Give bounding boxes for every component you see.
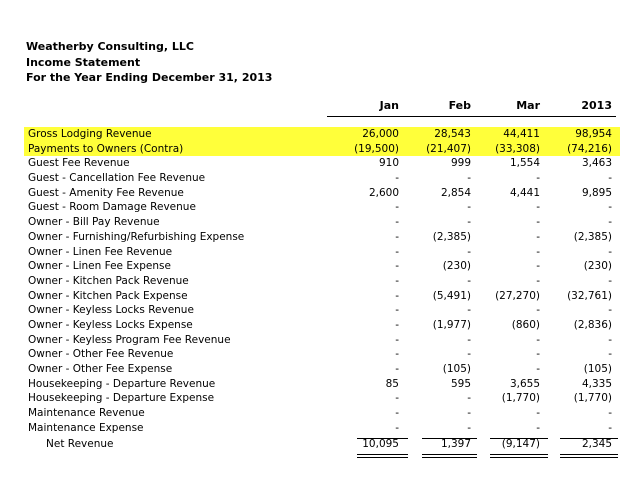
cell-total-2013: - — [608, 333, 612, 346]
table-row — [0, 127, 638, 142]
cell-jan: (19,500) — [354, 142, 399, 155]
company-name: Weatherby Consulting, LLC — [26, 40, 194, 53]
cell-total-2013: (230) — [583, 260, 612, 273]
cell-total-2013: 9,895 — [581, 186, 612, 199]
table-row — [0, 200, 638, 215]
cell-jan: - — [395, 274, 399, 287]
row-label: Owner - Kitchen Pack Expense — [28, 289, 188, 302]
cell-mar: - — [536, 348, 540, 361]
cell-feb: (105) — [442, 363, 471, 375]
column-header-jan: Jan — [379, 99, 399, 112]
cell-feb: - — [467, 392, 471, 405]
cell-feb: 999 — [450, 157, 471, 170]
cell-mar: - — [536, 421, 540, 434]
cell-mar: - — [536, 230, 540, 243]
cell-mar: - — [536, 201, 540, 214]
cell-jan: - — [395, 245, 399, 258]
cell-feb: - — [467, 421, 471, 434]
cell-total-2013: 2,345 — [581, 437, 612, 450]
cell-feb: (5,491) — [432, 289, 471, 302]
table-row — [0, 186, 638, 201]
cell-total-2013: (74,216) — [567, 142, 612, 155]
table-row — [0, 421, 638, 436]
cell-mar: 3,655 — [509, 377, 540, 390]
cell-total-2013: - — [608, 407, 612, 420]
cell-mar: - — [536, 363, 540, 375]
cell-feb: - — [467, 216, 471, 229]
cell-jan: - — [395, 289, 399, 302]
table-row — [0, 377, 638, 392]
cell-total-2013: - — [608, 304, 612, 317]
cell-total-2013: - — [608, 421, 612, 434]
row-label: Owner - Linen Fee Revenue — [28, 245, 173, 258]
cell-total-2013: (2,385) — [573, 230, 612, 243]
net-revenue-label: Net Revenue — [46, 437, 114, 450]
cell-jan: - — [395, 216, 399, 229]
row-label: Owner - Linen Fee Expense — [28, 260, 171, 273]
cell-feb: - — [467, 304, 471, 317]
table-row — [0, 333, 638, 348]
cell-jan: - — [395, 318, 399, 331]
cell-jan: - — [395, 230, 399, 243]
table-row — [0, 406, 638, 421]
cell-feb: 2,854 — [440, 186, 471, 199]
cell-feb: - — [467, 201, 471, 214]
cell-feb: (2,385) — [432, 230, 471, 243]
cell-total-2013: 3,463 — [581, 157, 612, 170]
cell-feb: 595 — [450, 377, 471, 390]
cell-feb: (230) — [442, 260, 471, 273]
cell-total-2013: (32,761) — [567, 289, 612, 302]
cell-jan: - — [395, 363, 399, 375]
table-row — [0, 259, 638, 274]
cell-mar: 44,411 — [503, 128, 540, 140]
cell-mar: - — [536, 216, 540, 229]
cell-mar: 4,441 — [509, 186, 540, 199]
cell-feb: - — [467, 348, 471, 361]
cell-total-2013: - — [608, 216, 612, 229]
total-rule-feb — [422, 438, 477, 439]
double-rule-2013 — [560, 454, 618, 458]
row-label: Housekeeping - Departure Revenue — [28, 377, 216, 390]
cell-total-2013: 4,335 — [581, 377, 612, 390]
row-label: Maintenance Revenue — [28, 407, 145, 420]
table-row — [0, 171, 638, 186]
table-row — [0, 215, 638, 230]
total-rule-2013 — [560, 438, 618, 439]
cell-jan: - — [395, 392, 399, 405]
cell-jan: 2,600 — [368, 186, 399, 199]
row-label: Owner - Bill Pay Revenue — [28, 216, 160, 229]
cell-total-2013: (2,836) — [573, 318, 612, 331]
cell-total-2013: - — [608, 274, 612, 287]
cell-total-2013: (1,770) — [573, 392, 612, 405]
double-rule-feb — [422, 454, 477, 458]
cell-jan: - — [395, 260, 399, 273]
cell-mar: (33,308) — [495, 142, 540, 155]
cell-feb: (1,977) — [432, 318, 471, 331]
cell-mar: - — [536, 407, 540, 420]
row-label: Guest - Amenity Fee Revenue — [28, 186, 184, 199]
cell-mar: - — [536, 245, 540, 258]
table-row — [0, 318, 638, 333]
cell-mar: - — [536, 260, 540, 273]
cell-mar: - — [536, 172, 540, 185]
row-label: Owner - Other Fee Revenue — [28, 348, 174, 361]
table-row — [0, 347, 638, 362]
cell-jan: 85 — [385, 377, 399, 390]
income-statement-table — [0, 127, 638, 452]
cell-total-2013: - — [608, 201, 612, 214]
cell-feb: - — [467, 274, 471, 287]
net-revenue-row — [0, 437, 638, 452]
cell-mar: (860) — [511, 318, 540, 331]
statement-period: For the Year Ending December 31, 2013 — [26, 71, 273, 84]
cell-feb: (21,407) — [426, 142, 471, 155]
table-row — [0, 391, 638, 406]
cell-jan: - — [395, 421, 399, 434]
cell-jan: - — [395, 333, 399, 346]
table-row — [0, 303, 638, 318]
cell-jan: - — [395, 172, 399, 185]
table-row — [0, 289, 638, 304]
cell-feb: 1,397 — [440, 437, 471, 450]
cell-total-2013: - — [608, 348, 612, 361]
cell-jan: - — [395, 407, 399, 420]
table-row — [0, 156, 638, 171]
cell-jan: 26,000 — [362, 128, 399, 140]
row-label: Gross Lodging Revenue — [28, 128, 152, 140]
table-row — [0, 362, 638, 377]
row-label: Guest Fee Revenue — [28, 157, 130, 170]
row-label: Payments to Owners (Contra) — [28, 142, 184, 155]
cell-jan: - — [395, 304, 399, 317]
row-label: Owner - Other Fee Expense — [28, 363, 173, 375]
cell-mar: - — [536, 274, 540, 287]
cell-feb: - — [467, 407, 471, 420]
cell-total-2013: - — [608, 245, 612, 258]
row-label: Owner - Keyless Locks Revenue — [28, 304, 194, 317]
total-rule-mar — [490, 438, 548, 439]
statement-header — [26, 39, 272, 86]
header-rule — [327, 116, 616, 117]
cell-mar: 1,554 — [509, 157, 540, 170]
cell-feb: - — [467, 245, 471, 258]
cell-feb: 28,543 — [434, 128, 471, 140]
row-label: Guest - Room Damage Revenue — [28, 201, 196, 214]
cell-mar: - — [536, 333, 540, 346]
double-rule-jan — [357, 454, 408, 458]
table-row — [0, 230, 638, 245]
table-row — [0, 142, 638, 157]
double-rule-mar — [490, 454, 548, 458]
row-label: Owner - Kitchen Pack Revenue — [28, 274, 189, 287]
cell-jan: - — [395, 348, 399, 361]
total-rule-jan — [357, 438, 408, 439]
cell-mar: (9,147) — [501, 437, 540, 450]
row-label: Maintenance Expense — [28, 421, 144, 434]
column-header-mar: Mar — [516, 99, 540, 112]
column-header-2013: 2013 — [581, 99, 612, 112]
row-label: Owner - Keyless Locks Expense — [28, 318, 193, 331]
cell-jan: 910 — [378, 157, 399, 170]
cell-total-2013: 98,954 — [575, 128, 612, 140]
column-header-feb: Feb — [448, 99, 471, 112]
cell-jan: 10,095 — [362, 437, 399, 450]
cell-total-2013: (105) — [583, 363, 612, 375]
row-label: Housekeeping - Departure Expense — [28, 392, 215, 405]
cell-total-2013: - — [608, 172, 612, 185]
statement-title: Income Statement — [26, 55, 141, 69]
cell-mar: - — [536, 304, 540, 317]
cell-jan: - — [395, 201, 399, 214]
row-label: Guest - Cancellation Fee Revenue — [28, 172, 206, 185]
table-row — [0, 245, 638, 260]
cell-mar: (27,270) — [495, 289, 540, 302]
cell-feb: - — [467, 333, 471, 346]
cell-feb: - — [467, 172, 471, 185]
row-label: Owner - Keyless Program Fee Revenue — [28, 333, 231, 346]
cell-mar: (1,770) — [501, 392, 540, 405]
table-row — [0, 274, 638, 289]
row-label: Owner - Furnishing/Refurbishing Expense — [28, 230, 245, 243]
